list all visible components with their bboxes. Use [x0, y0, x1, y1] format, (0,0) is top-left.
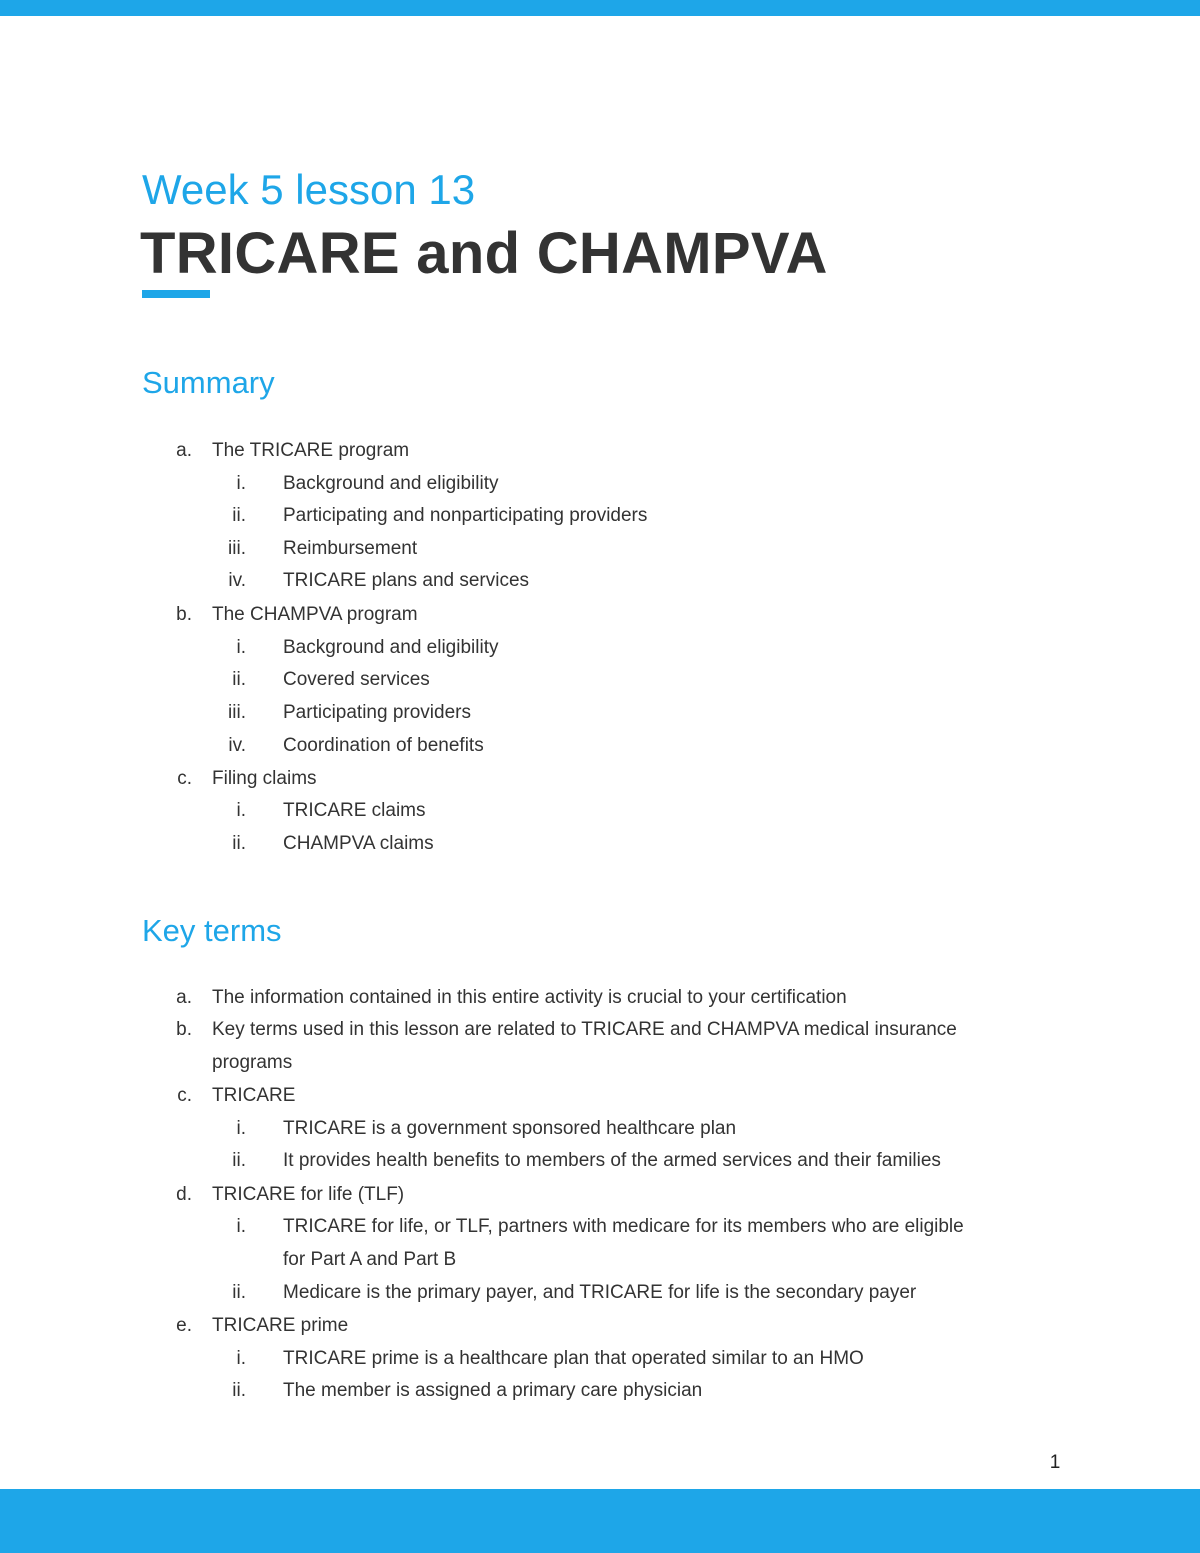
bottom-accent-bar	[0, 1489, 1200, 1553]
top-accent-bar	[0, 0, 1200, 16]
list-marker: ii.	[232, 1282, 246, 1303]
list-item-text: Participating providers	[283, 702, 471, 723]
list-item-text: Key terms used in this lesson are related to TRICARE and CHAMPVA medical insurance	[212, 1019, 957, 1040]
list-item-text: TRICARE is a government sponsored healthcare plan	[283, 1118, 737, 1139]
list-marker: b.	[176, 604, 192, 625]
list-marker: a.	[176, 440, 192, 461]
list-item-text: TRICARE for life (TLF)	[212, 1184, 405, 1205]
list-item-text: for Part A and Part B	[283, 1249, 457, 1270]
summary-heading: Summary	[142, 365, 275, 400]
title-accent-rule	[142, 290, 210, 298]
list-item-text: The CHAMPVA program	[212, 604, 418, 625]
list-marker: iv.	[228, 735, 246, 756]
list-item-text: Reimbursement	[283, 538, 418, 559]
list-item-text: Background and eligibility	[283, 637, 499, 658]
list-marker: ii.	[232, 669, 246, 690]
list-item-text: TRICARE claims	[283, 800, 426, 821]
list-item-text: TRICARE for life, or TLF, partners with medicare for its members who are eligible	[283, 1216, 964, 1237]
list-marker: iv.	[228, 570, 246, 591]
page-title: TRICARE and CHAMPVA	[140, 221, 828, 286]
list-item-text: Medicare is the primary payer, and TRICARE for life is the secondary payer	[283, 1282, 917, 1303]
list-marker: a.	[176, 987, 192, 1008]
list-marker: ii.	[232, 1380, 246, 1401]
list-marker: iii.	[228, 702, 246, 723]
list-item-text: CHAMPVA claims	[283, 833, 434, 854]
page-number: 1	[1049, 1452, 1061, 1473]
list-item-text: The TRICARE program	[212, 440, 410, 461]
list-marker: ii.	[232, 1150, 246, 1171]
list-marker: c.	[177, 768, 192, 789]
list-marker: ii.	[232, 505, 246, 526]
list-item-text: Background and eligibility	[283, 473, 499, 494]
list-item-text: The information contained in this entire activity is crucial to your certification	[212, 987, 847, 1008]
list-marker: c.	[177, 1085, 192, 1106]
key-terms-heading: Key terms	[142, 913, 282, 948]
list-item-text: TRICARE plans and services	[283, 570, 530, 591]
list-marker: i.	[236, 1348, 246, 1369]
list-item-text: TRICARE	[212, 1085, 296, 1106]
list-marker: iii.	[228, 538, 246, 559]
list-marker: i.	[236, 473, 246, 494]
list-item-text: TRICARE prime	[212, 1315, 349, 1336]
list-item-text: Filing claims	[212, 768, 317, 789]
list-marker: i.	[236, 800, 246, 821]
list-marker: i.	[236, 1118, 246, 1139]
list-marker: e.	[176, 1315, 192, 1336]
list-item-text: It provides health benefits to members of the armed services and their families	[283, 1150, 941, 1171]
list-marker: i.	[236, 1216, 246, 1237]
list-item-text: Coordination of benefits	[283, 735, 484, 756]
list-marker: i.	[236, 637, 246, 658]
list-marker: d.	[176, 1184, 192, 1205]
list-item-text: programs	[212, 1052, 293, 1073]
list-item-text: TRICARE prime is a healthcare plan that operated similar to an HMO	[283, 1348, 864, 1369]
list-item-text: Participating and nonparticipating providers	[283, 505, 648, 526]
list-marker: b.	[176, 1019, 192, 1040]
list-marker: ii.	[232, 833, 246, 854]
lesson-subtitle: Week 5 lesson 13	[142, 166, 476, 213]
list-item-text: The member is assigned a primary care physician	[283, 1380, 703, 1401]
list-item-text: Covered services	[283, 669, 430, 690]
